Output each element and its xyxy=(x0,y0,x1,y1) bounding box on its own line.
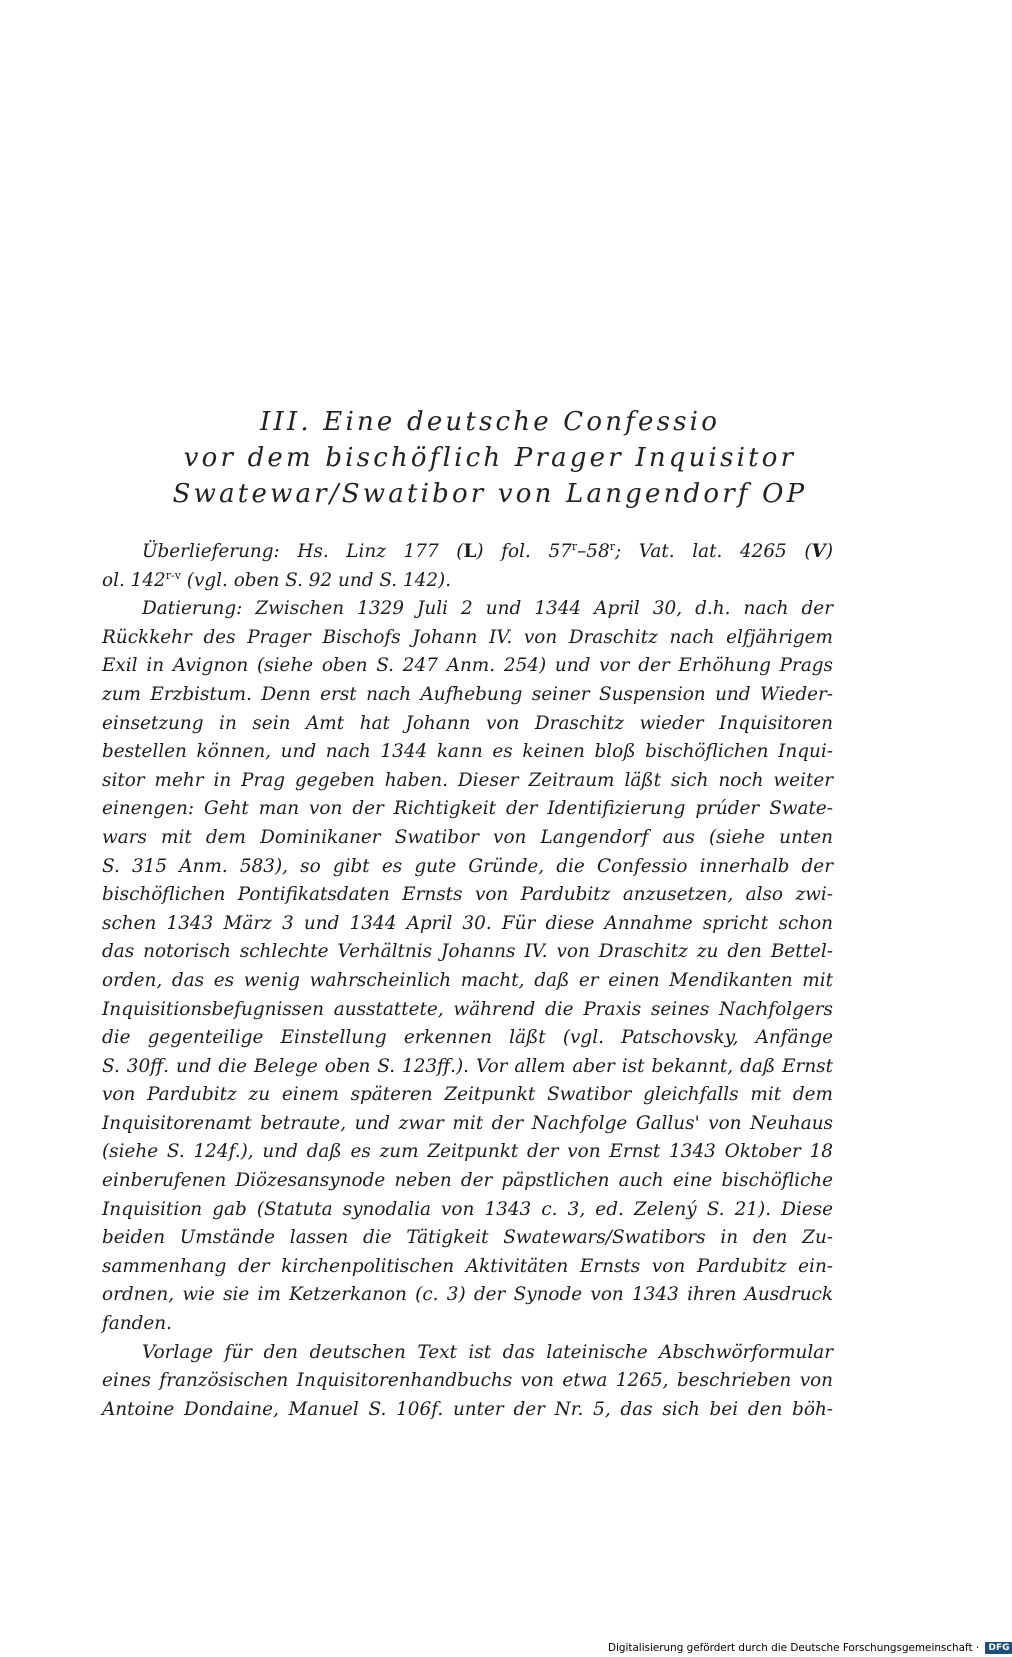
text-line: Datierung: Zwischen 1329 Juli 2 und 1344 April 30, d.h. nach der xyxy=(142,598,833,620)
title-line-3: Swatewar/Swatibor von Langendorf OP xyxy=(172,479,808,509)
text-run: ) xyxy=(825,541,834,562)
chapter-title xyxy=(100,404,880,512)
text-line: Vorlage für den deutschen Text ist das lateinische Abschwörformular xyxy=(142,1341,833,1363)
text-line: Exil in Avignon (siehe oben S. 247 Anm. 254) und vor der Erhöhung Prags xyxy=(102,655,833,677)
text-line: (siehe S. 124f.), und daß es zum Zeitpunkt der von Ernst 1343 Oktober 18 xyxy=(102,1141,833,1163)
title-line-1: III. Eine deutsche Confessio xyxy=(259,407,721,437)
text-line: ordnen, wie sie im Ketzerkanon (c. 3) der Synode von 1343 ihren Ausdruck xyxy=(102,1284,833,1306)
text-line: bischöflichen Pontifikatsdaten Ernsts von Pardubitz anzusetzen, also zwi- xyxy=(102,884,833,906)
body-text xyxy=(102,538,833,1424)
superscript: r xyxy=(571,540,578,553)
digitization-footer xyxy=(608,1640,1010,1657)
ueberlieferung-line-1 xyxy=(102,538,833,567)
text-line: sammenhang der kirchenpolitischen Aktivitäten Ernsts von Pardubitz ein- xyxy=(102,1255,833,1277)
ueberlieferung-line-2 xyxy=(102,567,833,596)
text-run: ; Vat. lat. 4265 ( xyxy=(614,541,812,562)
text-line: sitor mehr in Prag gegeben haben. Dieser Zeitraum läßt sich noch weiter xyxy=(102,769,833,791)
footer-text: Digitalisierung gefördert durch die Deutsche Forschungsgemeinschaft · xyxy=(608,1642,980,1654)
text-run: ) fol. 57 xyxy=(476,541,572,562)
text-line: eines französischen Inquisitorenhandbuchs von etwa 1265, beschrieben von xyxy=(102,1370,833,1392)
superscript: r-v xyxy=(165,568,181,582)
text-line: bestellen können, und nach 1344 kann es keinen bloß bischöflichen Inqui- xyxy=(102,741,833,763)
text-line: S. 315 Anm. 583), so gibt es gute Gründe, die Confessio innerhalb der xyxy=(102,855,833,877)
text-line: die gegenteilige Einstellung erkennen läßt (vgl. Patschovsky, Anfänge xyxy=(102,1027,833,1049)
text-line: einberufenen Diözesansynode neben der päpstlichen auch eine bischöfliche xyxy=(102,1170,833,1192)
text-line: fanden. xyxy=(102,1313,172,1335)
text-run: –58 xyxy=(577,541,610,562)
text-line: orden, das es wenig wahrscheinlich macht, daß er einen Mendikanten mit xyxy=(102,969,833,991)
text-line: wars mit dem Dominikaner Swatibor von Langendorf aus (siehe unten xyxy=(102,826,833,848)
text-line: Inquisition gab (Statuta synodalia von 1343 c. 3, ed. Zelený S. 21). Diese xyxy=(102,1198,833,1220)
text-line: von Pardubitz zu einem späteren Zeitpunkt Swatibor gleichfalls mit dem xyxy=(102,1084,833,1106)
text-line: das notorisch schlechte Verhältnis Johanns IV. von Draschitz zu den Bettel- xyxy=(102,941,833,963)
text-line: schen 1343 März 3 und 1344 April 30. Für diese Annahme spricht schon xyxy=(102,912,833,934)
text-line: Inquisitorenamt betraute, und zwar mit der Nachfolge Gallus' von Neuhaus xyxy=(102,1112,833,1134)
siglum-v: V xyxy=(811,541,826,562)
text-line: einengen: Geht man von der Richtigkeit der Identifizierung prúder Swate- xyxy=(102,798,833,820)
superscript: r xyxy=(609,540,615,553)
text-run: (vgl. oben S. 92 und S. 142). xyxy=(180,569,452,591)
text-line: Inquisitionsbefugnissen ausstattete, während die Praxis seines Nachfolgers xyxy=(102,998,833,1020)
title-line-2: vor dem bischöflich Prager Inquisitor xyxy=(183,443,797,473)
text-run: ol. 142 xyxy=(102,569,166,591)
dfg-logo: DFG xyxy=(985,1642,1012,1654)
text-line: einsetzung in sein Amt hat Johann von Draschitz wieder Inquisitoren xyxy=(102,712,833,734)
text-line: beiden Umstände lassen die Tätigkeit Swatewars/Swatibors in den Zu- xyxy=(102,1227,833,1249)
text-line: S. 30ff. und die Belege oben S. 123ff.). Vor allem aber ist bekannt, daß Ernst xyxy=(102,1055,833,1077)
siglum-l: L xyxy=(463,541,477,562)
text-run: Überlieferung: Hs. Linz 177 ( xyxy=(142,541,464,562)
text-line: zum Erzbistum. Denn erst nach Aufhebung seiner Suspension und Wieder- xyxy=(102,683,833,705)
text-line: Rückkehr des Prager Bischofs Johann IV. von Draschitz nach elfjährigem xyxy=(102,626,833,648)
text-line: Antoine Dondaine, Manuel S. 106f. unter der Nr. 5, das sich bei den böh- xyxy=(102,1398,833,1420)
